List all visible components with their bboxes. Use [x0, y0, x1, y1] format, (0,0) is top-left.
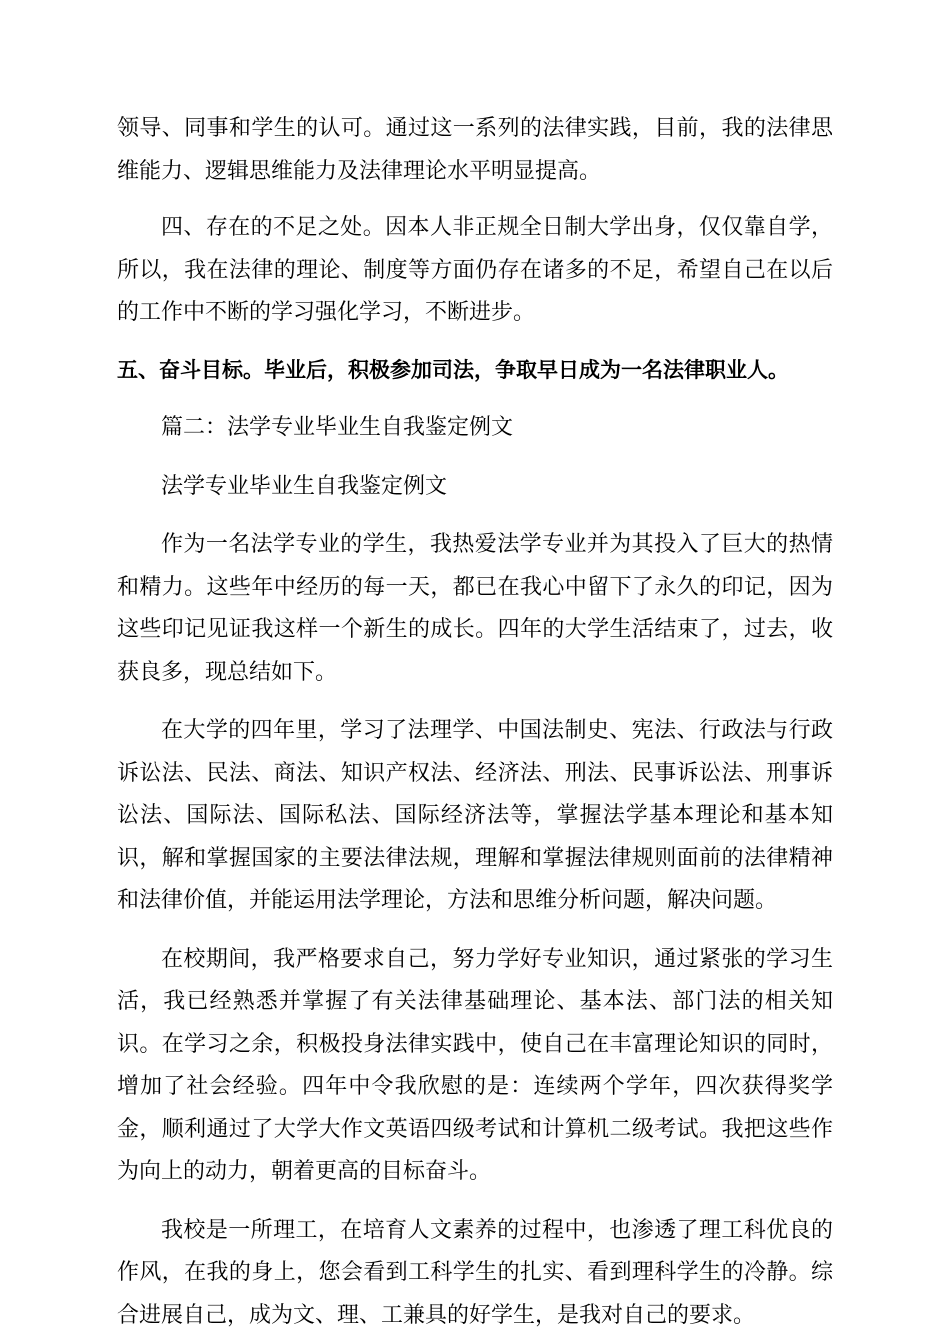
document-body — [117, 108, 833, 1337]
paragraph-shortcomings: 四、存在的不足之处。因本人非正规全日制大学出身，仅仅靠自学，所以，我在法律的理论、制度等方面仍存在诸多的不足，希望自己在以后的工作中不断的学习强化学习，不断进步。 — [117, 215, 833, 325]
paragraph-campus-life: 在校期间，我严格要求自己，努力学好专业知识，通过紧张的学习生活，我已经熟悉并掌握了有关法律基础理论、基本法、部门法的相关知识。在学习之余，积极投身法律实践中，使自己在丰富理论知识的同时，增加了社会经验。四年中令我欣慰的是：连续两个学年，四次获得奖学金，顺利通过了大学大作文英语四级考试和计算机二级考试。我把这些作为向上的动力，朝着更高的目标奋斗。 — [117, 946, 833, 1184]
section-subtitle: 法学专业毕业生自我鉴定例文 — [161, 473, 448, 499]
paragraph-goals: 五、奋斗目标。毕业后，积极参加司法，争取早日成为一名法律职业人。 — [117, 357, 789, 382]
paragraph-continuation: 领导、同事和学生的认可。通过这一系列的法律实践，目前，我的法律思维能力、逻辑思维能力及法律理论水平明显提高。 — [117, 116, 833, 184]
section-title: 篇二：法学专业毕业生自我鉴定例文 — [161, 415, 514, 440]
paragraph-courses: 在大学的四年里，学习了法理学、中国法制史、宪法、行政法与行政诉讼法、民法、商法、知识产权法、经济法、刑法、民事诉讼法、刑事诉讼法、国际法、国际私法、国际经济法等，掌握法学基本理论和基本知识，解和掌握国家的主要法律法规，理解和掌握法律规则面前的法律精神和法律价值，并能运用法学理论，方法和思维分析问题，解决问题。 — [117, 718, 833, 913]
paragraph-school: 我校是一所理工，在培育人文素养的过程中，也渗透了理工科优良的作风，在我的身上，您会看到工科学生的扎实、看到理科学生的冷静。综合进展自己，成为文、理、工兼具的好学生，是我对自己的要求。 — [117, 1217, 833, 1328]
paragraph-intro: 作为一名法学专业的学生，我热爱法学专业并为其投入了巨大的热情和精力。这些年中经历的每一天，都已在我心中留下了永久的印记，因为这些印记见证我这样一个新生的成长。四年的大学生活结束了，过去，收获良多，现总结如下。 — [117, 532, 833, 685]
